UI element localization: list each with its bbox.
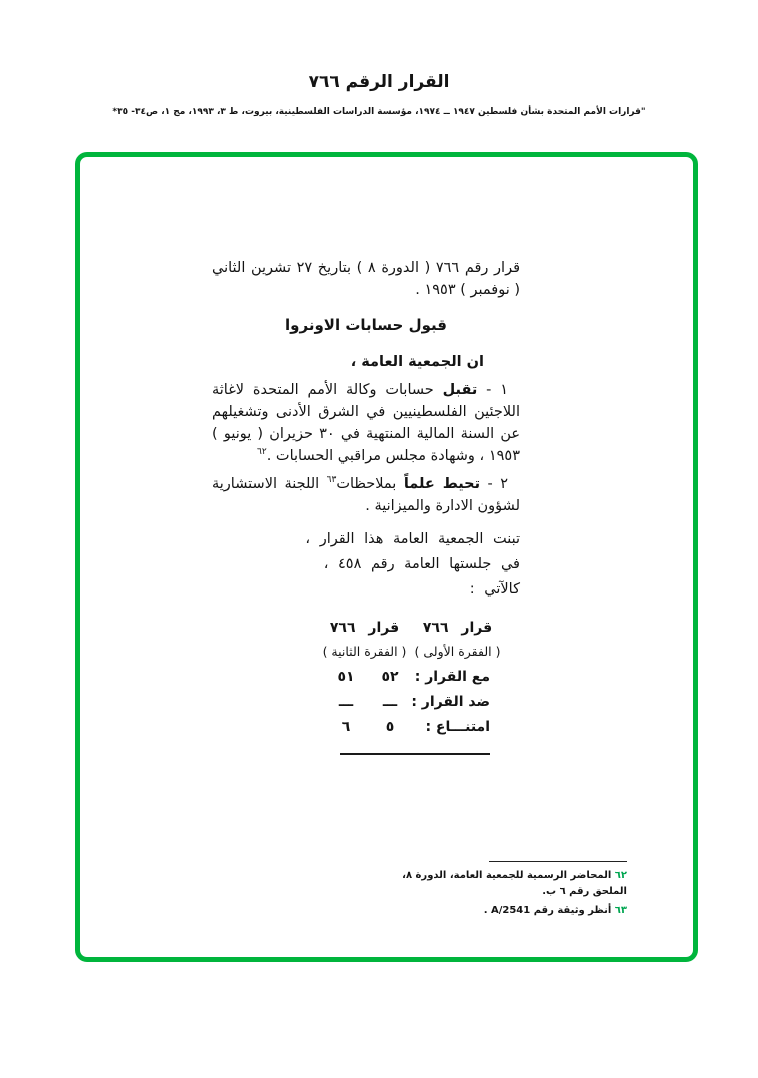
resolution-heading: قرار رقم ٧٦٦ ( الدورة ٨ ) بتاريخ ٢٧ تشرين الثاني ( نوفمبر ) ١٩٥٣ . (212, 260, 520, 298)
footnote-63 (397, 903, 627, 919)
clause-1-keyword: تقبل (442, 382, 478, 398)
vote-col2-title: قرار ٧٦٦ (329, 620, 400, 636)
clause-1 (212, 379, 520, 467)
document-header (0, 0, 758, 117)
scanned-document-page (80, 157, 693, 957)
end-divider (340, 753, 490, 755)
vote-row-abstentions (318, 715, 504, 739)
footnote-separator (489, 861, 627, 862)
footnote-62-number: ٦٢ (614, 870, 627, 881)
vote-row-against (318, 690, 504, 714)
clause-2-text-b: اللجنة الاستشارية لشؤون الادارة والميزانية . (212, 476, 520, 514)
vote-row-value-2: ـــ (338, 694, 354, 710)
vote-table (318, 616, 504, 739)
clause-1-number: ١ - (477, 382, 508, 398)
adoption-line-3: كالآتي : (469, 581, 520, 597)
footnote-ref-62: ٦٢ (257, 447, 267, 458)
vote-table-subheaders (318, 640, 504, 664)
clause-2-text-a: بملاحظات (336, 476, 404, 492)
adoption-block (212, 527, 520, 602)
adoption-line-2: في جلستها العامة رقم ٤٥٨ ، (323, 556, 520, 572)
clause-2-keyword: تحيط علماً (403, 476, 481, 492)
vote-row-value-2: ٥١ (337, 669, 355, 685)
vote-row-label: مع القرار : (414, 669, 490, 685)
vote-row-value-1: ٥٢ (381, 669, 399, 685)
vote-table-headers (318, 616, 504, 640)
vote-col1-title: قرار ٧٦٦ (422, 620, 493, 636)
clause-1-text: حسابات وكالة الأمم المتحدة لاغاثة اللاجئين الفلسطينيين في الشرق الأدنى وتشغيلهم عن السنة المالية المنتهية في ٣٠ حزيران ( يونيو ) ١٩٥٣ ، وشهادة مجلس مراقبي الحسابات . (212, 382, 521, 464)
vote-col1-subtitle: ( الفقرة الأولى ) (414, 644, 501, 659)
vote-row-in-favour (318, 665, 504, 689)
text-column (212, 257, 520, 755)
clause-2 (212, 473, 520, 517)
footnote-63-text: أنظر وثيقة رقم A/2541 . (483, 905, 612, 916)
vote-row-value-2: ٦ (341, 719, 351, 735)
resolution-subject: قبول حسابات الاونروا (285, 316, 447, 334)
vote-row-label: ضد القرار : (411, 694, 490, 710)
page-title: القرار الرقم ٧٦٦ (308, 72, 450, 92)
footnote-ref-63: ٦٣ (326, 475, 337, 486)
vote-col2-subtitle: ( الفقرة الثانية ) (322, 644, 407, 659)
assembly-opening: ان الجمعية العامة ، (350, 354, 484, 370)
footnotes-block (397, 861, 627, 922)
vote-row-label: امتنـــاع : (425, 719, 490, 735)
vote-row-value-1: ـــ (382, 694, 398, 710)
footnote-62-text: المحاضر الرسمية للجمعية العامة، الدورة ٨، الملحق رقم ٦ ب. (402, 870, 627, 897)
vote-row-value-1: ٥ (385, 719, 395, 735)
footnote-63-number: ٦٣ (614, 905, 627, 916)
source-citation: "قرارات الأمم المتحدة بشأن فلسطين ١٩٤٧ ــ ١٩٧٤، مؤسسة الدراسات الفلسطينية، بيروت، ط ٣، ١٩٩٣، مج ١، ص٣٤- ٣٥* (112, 107, 646, 117)
adoption-line-1: تبنت الجمعية العامة هذا القرار ، (305, 531, 520, 547)
clause-2-number: ٢ - (480, 476, 508, 492)
footnote-62 (397, 868, 627, 900)
document-frame (75, 152, 698, 962)
